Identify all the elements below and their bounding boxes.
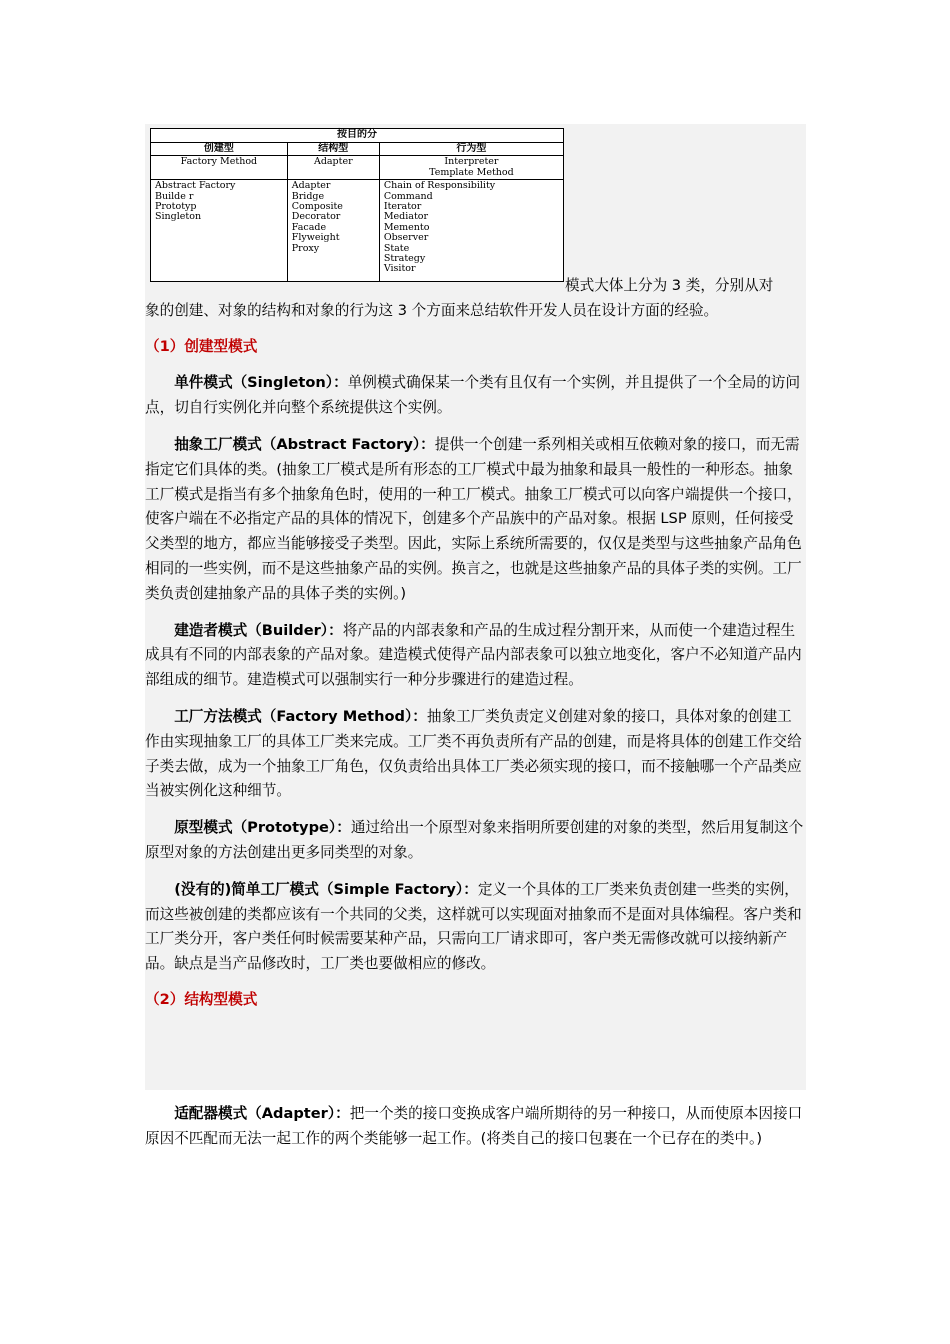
header-behavioral: 行为型 [379,143,563,156]
cell-interpreter: Interpreter [444,156,499,168]
list-item: Adapter [291,180,331,192]
structural-list [287,180,379,282]
paragraph-abstract-factory [145,433,806,607]
list-item: Strategy [383,253,426,265]
intro-text: 象的创建、对象的结构和对象的行为这 3 个方面来总结软件开发人员在设计方面的经验。 [145,301,719,319]
term-factory-method: 工厂方法模式（Factory Method）： [174,707,427,725]
text-singleton: 单例模式确保某一个类有且仅有一个实例，并且提供了一个全局的访问点，切自行实例化并向整个系统提供这个实例。 [145,374,801,417]
paragraph-singleton [145,371,806,421]
list-item: Composite [291,201,343,213]
table-title: 按目的分 [151,129,564,143]
list-item: Mediator [383,211,429,223]
term-singleton: 单件模式（Singleton）： [174,374,348,392]
paragraph-prototype [145,816,806,866]
header-creational: 创建型 [151,143,288,156]
term-abstract-factory: 抽象工厂模式（Abstract Factory）： [174,435,435,453]
text-abstract-factory: 提供一个创建一系列相关或相互依赖对象的接口，而无需指定它们具体的类。(抽象工厂模式是所有形态的工厂模式中最为抽象和最具一般性的一种形态。抽象工厂模式是指当有多个抽象角色时，使用的一种工厂模式。抽象工厂模式可以向客户端提供一个接口，使客户端在不必指定产品的具体的情况下，创建多个产品族中的产品对象。根据 LSP 原则，任何接受父类型的地方，都应当能够接受子类型。因此，实际上系统所需要的，仅仅是类型与这些抽象产品角色相同的一些实例，而不是这些抽象产品的实例。换言之，也就是这些抽象产品的具体子类的实例。工厂类负责创建抽象产品的具体子类的实例。) [145,435,802,602]
text-factory-method: 抽象工厂类负责定义创建对象的接口，具体对象的创建工作由实现抽象工厂的具体工厂类来完成。工厂类不再负责所有产品的创建，而是将具体的创建工作交给子类去做，成为一个抽象工厂角色，仅负责给出具体工厂类必须实现的接口，而不接触哪一个产品类应当被实例化这种细节。 [145,707,802,800]
text-prototype: 通过给出一个原型对象来指明所要创建的对象的类型，然后用复制这个原型对象的方法创建出更多同类型的对象。 [145,819,804,861]
cell-adapter-class: Adapter [287,156,379,180]
list-item: Memento [383,221,430,233]
list-item: State [383,242,410,254]
list-item: Flyweight [291,232,340,244]
header-structural: 结构型 [287,143,379,156]
cell-interpreter-template [379,156,563,180]
list-item: Proxy [291,242,320,254]
creational-list [151,180,288,282]
term-prototype: 原型模式（Prototype）： [174,819,351,837]
pattern-classification-table [150,128,564,282]
list-item: Singleton [155,211,202,223]
paragraph-builder [145,619,806,693]
list-item: Command [383,190,433,202]
term-adapter: 适配器模式（Adapter）： [174,1105,350,1122]
cell-factory-method: Factory Method [151,156,288,180]
paragraph-adapter [145,1102,806,1152]
document-body [145,124,806,1013]
behavioral-list [379,180,563,282]
term-simple-factory: (没有的)简单工厂模式（Simple Factory）： [174,880,478,898]
section-title-creational: （1）创建型模式 [145,337,258,355]
list-item: Abstract Factory [155,180,236,192]
list-item: Bridge [291,190,325,202]
list-item: Decorator [291,211,341,223]
list-item: Iterator [383,201,422,213]
list-item: Builde r [155,190,194,202]
section-title-structural: （2）结构型模式 [145,990,258,1008]
list-item: Facade [291,221,327,233]
list-item: Prototyp [155,201,197,213]
text-simple-factory: 定义一个具体的工厂类来负责创建一些类的实例，而这些被创建的类都应该有一个共同的父类，这样就可以实现面对抽象而不是面对具体编程。客户类和工厂类分开，客户类任何时候需要某种产品，只需向工厂请求即可，客户类无需修改就可以接纳新产品。缺点是当产品修改时，工厂类也要做相应的修改。 [145,880,802,973]
term-builder: 建造者模式（Builder）： [174,621,343,639]
classification-figure [145,124,565,292]
paragraph-simple-factory [145,878,806,977]
list-item: Chain of Responsibility [383,180,496,192]
list-item: Observer [383,232,429,244]
text-builder: 将产品的内部表象和产品的生成过程分割开来，从而使一个建造过程生成具有不同的内部表象的产品对象。建造模式使得产品内部表象可以独立地变化，客户不必知道产品内部组成的细节。建造模式可以强制实行一种分步骤进行的建造过程。 [145,621,802,689]
intro-side: 模式大体上分为 3 类，分别从对 [565,277,774,294]
text-adapter: 把一个类的接口变换成客户端所期待的另一种接口，从而使原本因接口原因不匹配而无法一起工作的两个类能够一起工作。(将类自己的接口包裹在一个已存在的类中。) [145,1105,803,1147]
adapter-section [145,1102,806,1152]
paragraph-factory-method [145,705,806,804]
cell-template-method: Template Method [429,166,514,178]
list-item: Visitor [383,263,416,275]
